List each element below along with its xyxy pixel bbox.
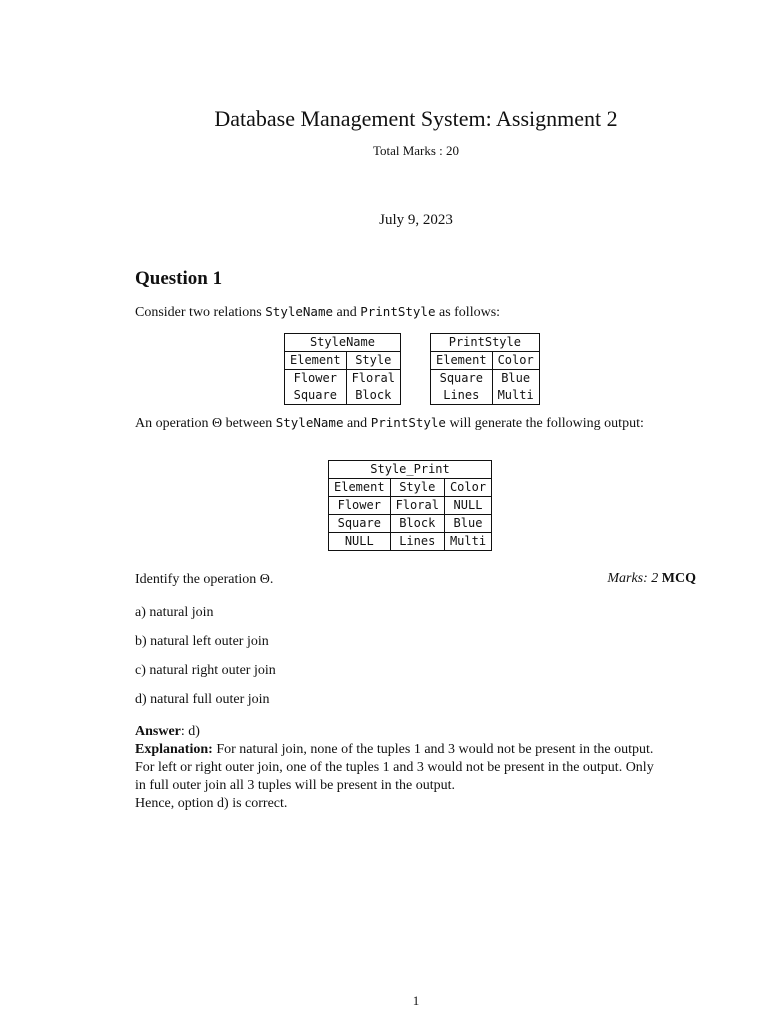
conclusion: Hence, option d) is correct.: [135, 796, 288, 811]
table-cell: Multi: [444, 533, 491, 551]
question-heading: Question 1: [135, 268, 223, 289]
option-b: b) natural left outer join: [135, 634, 269, 649]
table-cell: Square: [431, 370, 493, 388]
explanation-line-3: in full outer join all 3 tuples will be present in the output.: [135, 778, 456, 793]
answer-value: : d): [180, 724, 200, 739]
option-d: d) natural full outer join: [135, 692, 270, 707]
table-title: PrintStyle: [431, 334, 540, 352]
answer-block: [135, 723, 700, 813]
table-row: [285, 387, 401, 405]
table-cell: Blue: [492, 370, 539, 388]
table-cell: Square: [285, 387, 347, 405]
relation-name-printstyle: PrintStyle: [370, 415, 446, 430]
table-title: Style_Print: [329, 461, 492, 479]
intro-text-1: Consider two relations: [135, 305, 266, 320]
table-cell: Floral: [346, 370, 400, 388]
table-row: [285, 370, 401, 388]
table-title: StyleName: [285, 334, 401, 352]
intro-text-3: as follows:: [435, 305, 501, 320]
page-number: 1: [412, 993, 420, 1008]
table-cell: Block: [390, 515, 444, 533]
table-cell: Lines: [390, 533, 444, 551]
explanation-line-2: For left or right outer join, one of the tuples 1 and 3 would not be present in the output. Only: [135, 760, 654, 775]
operation-text-1: An operation Θ between: [135, 416, 276, 431]
table-row: [431, 387, 540, 405]
document-title: Database Management System: Assignment 2: [214, 106, 618, 131]
document-date: July 9, 2023: [379, 212, 453, 228]
intro-text-2: and: [333, 305, 361, 320]
table-row: [431, 370, 540, 388]
stylename-table: [284, 333, 401, 405]
relation-name-stylename: StyleName: [265, 304, 333, 319]
option-c: c) natural right outer join: [135, 663, 276, 678]
explanation-label: Explanation:: [135, 742, 213, 757]
table-cell: Flower: [285, 370, 347, 388]
column-header: Element: [285, 352, 347, 370]
option-a: a) natural join: [135, 605, 214, 620]
table-row: [329, 515, 492, 533]
table-cell: Flower: [329, 497, 391, 515]
table-row: [329, 533, 492, 551]
table-row: [329, 497, 492, 515]
column-header: Element: [329, 479, 391, 497]
column-header: Color: [444, 479, 491, 497]
total-marks: Total Marks : 20: [372, 143, 460, 158]
question-prompt: Identify the operation Θ.: [135, 572, 274, 587]
question-type: MCQ: [661, 571, 696, 586]
marks-label: [607, 571, 696, 587]
relation-name-printstyle: PrintStyle: [360, 304, 436, 319]
marks-value: Marks: 2: [607, 571, 659, 586]
printstyle-table: [430, 333, 540, 405]
table-cell: Multi: [492, 387, 539, 405]
question-intro: [135, 303, 500, 322]
table-cell: Square: [329, 515, 391, 533]
explanation-line-1: [135, 741, 700, 759]
column-header: Style: [346, 352, 400, 370]
operation-text-3: will generate the following output:: [445, 416, 644, 431]
table-cell: Floral: [390, 497, 444, 515]
column-header: Color: [492, 352, 539, 370]
answer-label: Answer: [135, 724, 181, 739]
explanation-text: For natural join, none of the tuples 1 and 3 would not be present in the output.: [212, 742, 654, 757]
table-cell: NULL: [444, 497, 491, 515]
table-cell: Block: [346, 387, 400, 405]
operation-text-2: and: [343, 416, 371, 431]
table-cell: Lines: [431, 387, 493, 405]
relation-name-stylename: StyleName: [275, 415, 344, 430]
operation-description: [135, 414, 644, 433]
table-cell: NULL: [329, 533, 391, 551]
answer-line: [135, 723, 700, 741]
style-print-table: [328, 460, 492, 551]
table-cell: Blue: [444, 515, 491, 533]
column-header: Style: [390, 479, 444, 497]
column-header: Element: [431, 352, 493, 370]
